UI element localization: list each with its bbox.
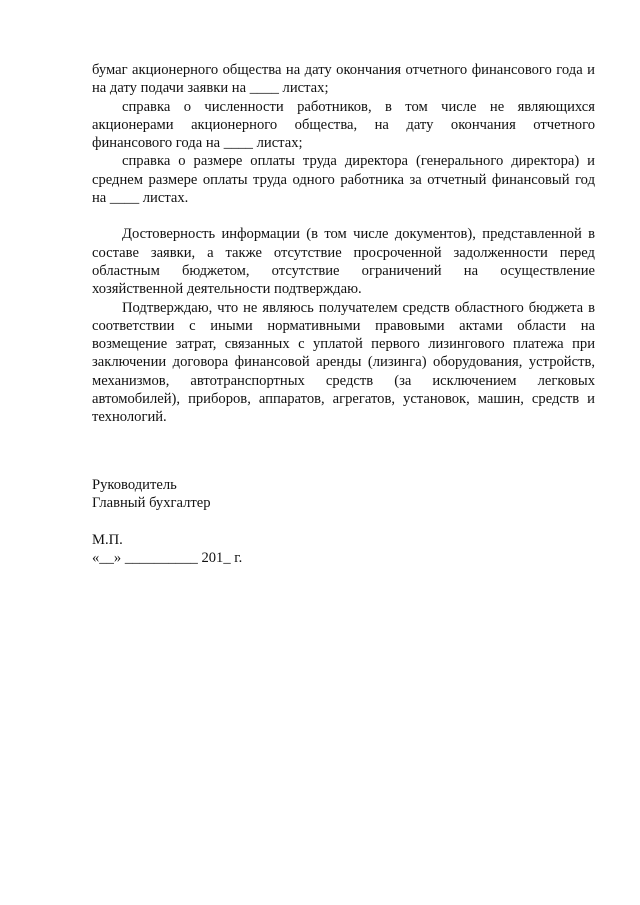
paragraph-employee-count: справка о численности работников, в том числе не являющихся акционерами акционерного общества, на дату окончания отчетного финансового года на ____ листах; <box>92 98 595 152</box>
paragraph-securities-continuation: бумаг акционерного общества на дату окончания отчетного финансового года и на дату подачи заявки на ____ листах; <box>92 62 595 97</box>
paragraph-not-recipient-confirmation: Подтверждаю, что не являюсь получателем средств областного бюджета в соответствии с иными нормативными правовыми актами области на возмещение затрат, связанных с уплатой первого лизингового платежа при заключении договора финансовой аренды (лизинга) оборудования, устройств, механизмов, автотранспортных средств (за исключением легковых автомобилей), приборов, аппаратов, агрегатов, установок, машин, средств и технологий. <box>92 299 595 426</box>
signature-block <box>92 476 242 567</box>
date-line: «__» __________ 201_ г. <box>92 549 243 566</box>
stamp-label: М.П. <box>92 531 123 548</box>
signature-head-label: Руководитель <box>92 477 177 493</box>
signature-accountant-label: Главный бухгалтер <box>92 495 211 512</box>
paragraph-salary-info: справка о размере оплаты труда директора (генерального директора) и среднем размере оплаты труда одного работника за отчетный финансовый год на ____ листах. <box>92 153 595 207</box>
document-body <box>92 61 595 427</box>
paragraph-reliability-confirmation: Достоверность информации (в том числе документов), представленной в составе заявки, а также отсутствие просроченной задолженности перед областным бюджетом, отсутствие ограничений на осуществление хозяйственной деятельности подтверждаю. <box>92 226 595 298</box>
